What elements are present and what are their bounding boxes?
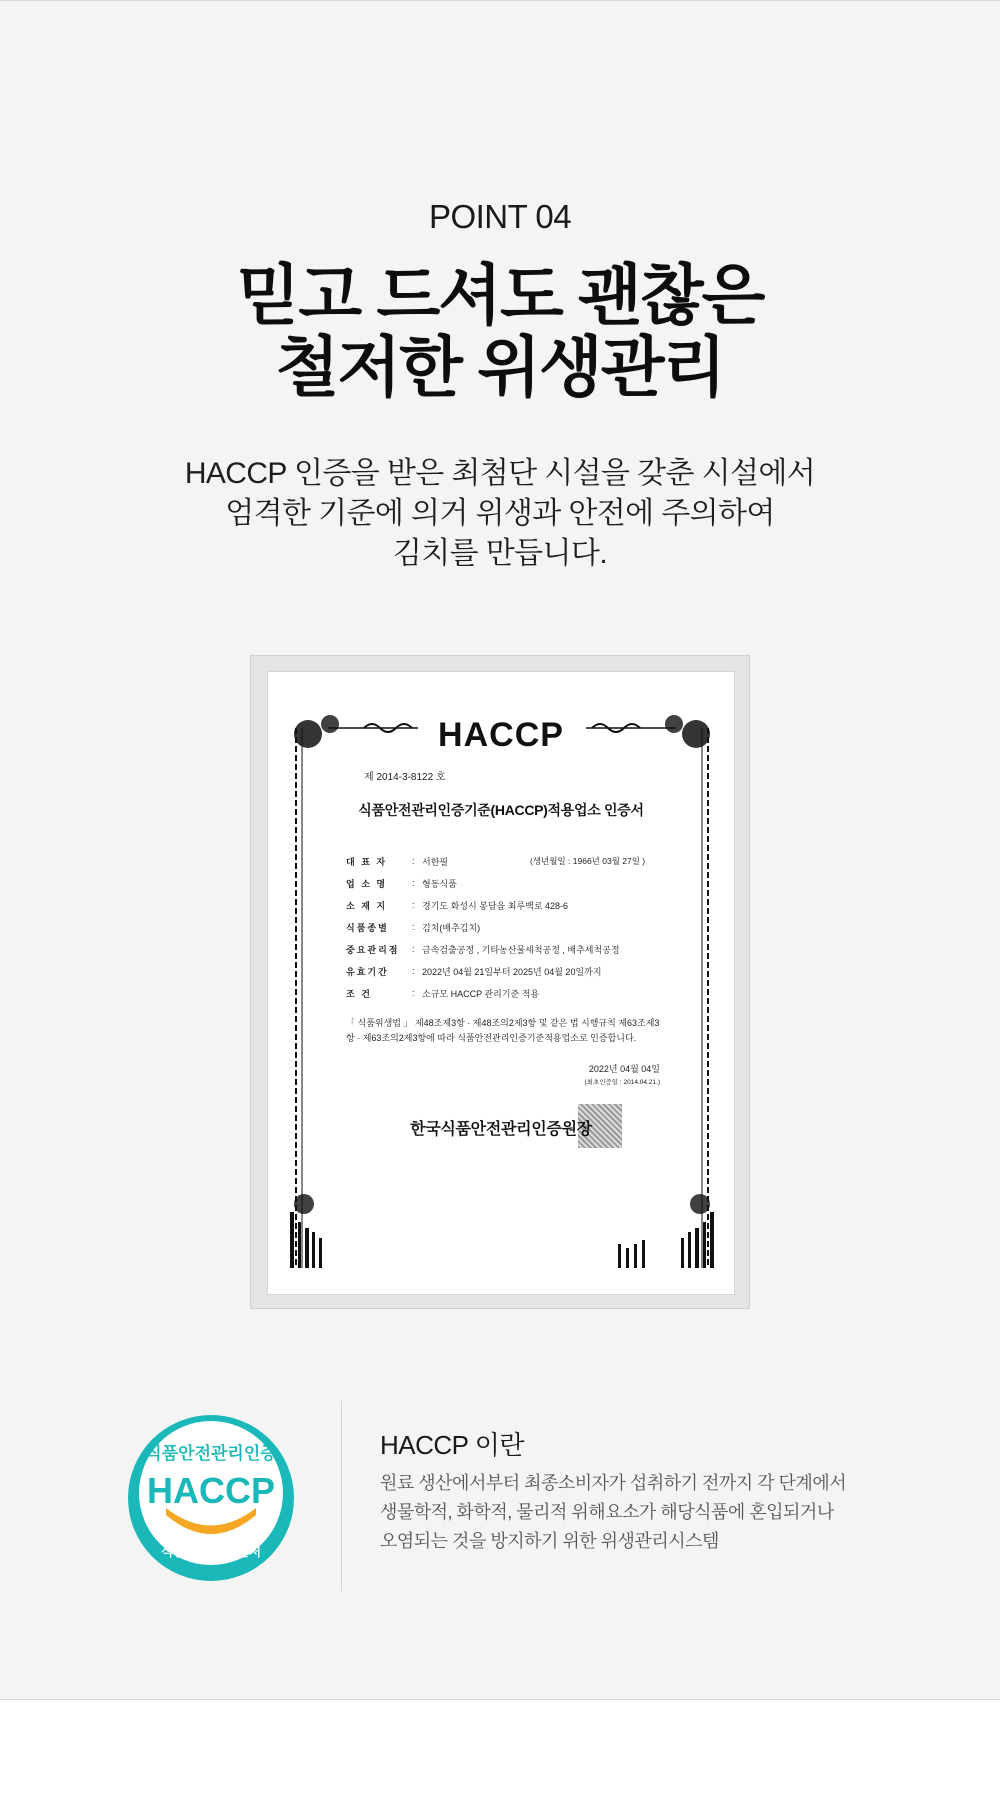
certificate-body: 「 식품위생법 」 제48조제3항 · 제48조의2제3항 및 같은 법 시행규칙 제63조제3항 · 제63조의2제3항에 따라 식품안전관리인증기준적용업소로 인증합니다. xyxy=(346,1018,660,1043)
logo-top-text: 식품안전관리인증 xyxy=(145,1444,277,1463)
row-value: 형동식품 xyxy=(422,878,457,889)
row-label: 조 건 xyxy=(346,988,372,999)
row-value: 김치(배추김치) xyxy=(422,922,481,933)
row-value: 금속검출공정 , 기타농산물세척공정 , 배추세척공정 xyxy=(422,944,620,955)
headline-line-1: 믿고 드셔도 괜찮은 xyxy=(236,258,764,332)
description-line-2: 엄격한 기준에 의거 위생과 안전에 주의하여 xyxy=(225,497,775,530)
row-label: 대 표 자 xyxy=(346,856,388,867)
certificate-date: 2022년 04월 04일 xyxy=(588,1064,660,1074)
row-label: 중요관리점 xyxy=(346,944,400,955)
certificate-issuer: 한국식품안전관리인증원장 xyxy=(410,1121,592,1138)
info-text xyxy=(380,1469,860,1556)
certificate-row: 업 소 명 : 형동식품 xyxy=(346,872,676,894)
certificate-heading: 식품안전관리인증기준(HACCP)적용업소 인증서 xyxy=(358,802,644,818)
certificate-row: 유효기간 : 2022년 04월 21일부터 2025년 04월 20일까지 xyxy=(346,960,676,982)
haccp-logo-icon xyxy=(126,1413,296,1583)
certificate-frame xyxy=(250,655,750,1309)
haccp-certificate-image xyxy=(267,671,735,1295)
description-line-1: HACCP 인증을 받은 최첨단 시설을 갖춘 시설에서 xyxy=(184,457,816,490)
haccp-logo xyxy=(126,1413,296,1583)
vertical-divider xyxy=(341,1401,342,1591)
row-value: 2022년 04월 21일부터 2025년 04월 20일까지 xyxy=(422,966,602,977)
row-label: 소 재 지 xyxy=(346,900,388,911)
certificate-fields xyxy=(346,850,676,1004)
info-text-line-1: 원료 생산에서부터 최종소비자가 섭취하기 전까지 각 단계에서 xyxy=(380,1473,847,1493)
row-label: 유효기간 xyxy=(346,966,389,977)
row-value: 소규모 HACCP 관리기준 적용 xyxy=(422,988,540,999)
logo-bottom-text: 식품의약품안전처 xyxy=(160,1544,262,1559)
point-label: POINT 04 xyxy=(428,198,572,235)
headline-line-2: 철저한 위생관리 xyxy=(275,330,725,404)
certificate-title: HACCP xyxy=(438,716,564,754)
info-text-line-2: 생물학적, 화학적, 물리적 위해요소가 해당식품에 혼입되거나 xyxy=(380,1502,834,1522)
headline xyxy=(0,259,1000,403)
certificate-number: 제 2014-3-8122 호 xyxy=(364,772,446,783)
row-label: 업 소 명 xyxy=(346,878,388,889)
certificate-row: 조 건 : 소규모 HACCP 관리기준 적용 xyxy=(346,982,676,1004)
certificate-birth: (생년월일 : 1966년 03월 27일 ) xyxy=(530,856,646,866)
certificate-first-date: (최초인증일 : 2014.04.21.) xyxy=(584,1079,660,1086)
certificate-row: 소 재 지 : 경기도 화성시 봉담읍 최루백로 428-6 xyxy=(346,894,676,916)
certificate-row: 대 표 자 : 서한필 xyxy=(346,850,676,872)
description-line-3: 김치를 만듭니다. xyxy=(392,537,608,570)
info-text-line-3: 오염되는 것을 방지하기 위한 위생관리시스템 xyxy=(380,1531,719,1551)
info-title: HACCP 이란 xyxy=(380,1430,524,1460)
row-value: 서한필 xyxy=(422,856,449,867)
row-value: 경기도 화성시 봉담읍 최루백로 428-6 xyxy=(422,900,569,911)
description xyxy=(0,454,1000,574)
certificate-row: 식품종별 : 김치(배추김치) xyxy=(346,916,676,938)
logo-main-text: HACCP xyxy=(146,1470,276,1511)
row-label: 식품종별 xyxy=(346,922,389,933)
certificate-row: 중요관리점 : 금속검출공정 , 기타농산물세척공정 , 배추세척공정 xyxy=(346,938,676,960)
